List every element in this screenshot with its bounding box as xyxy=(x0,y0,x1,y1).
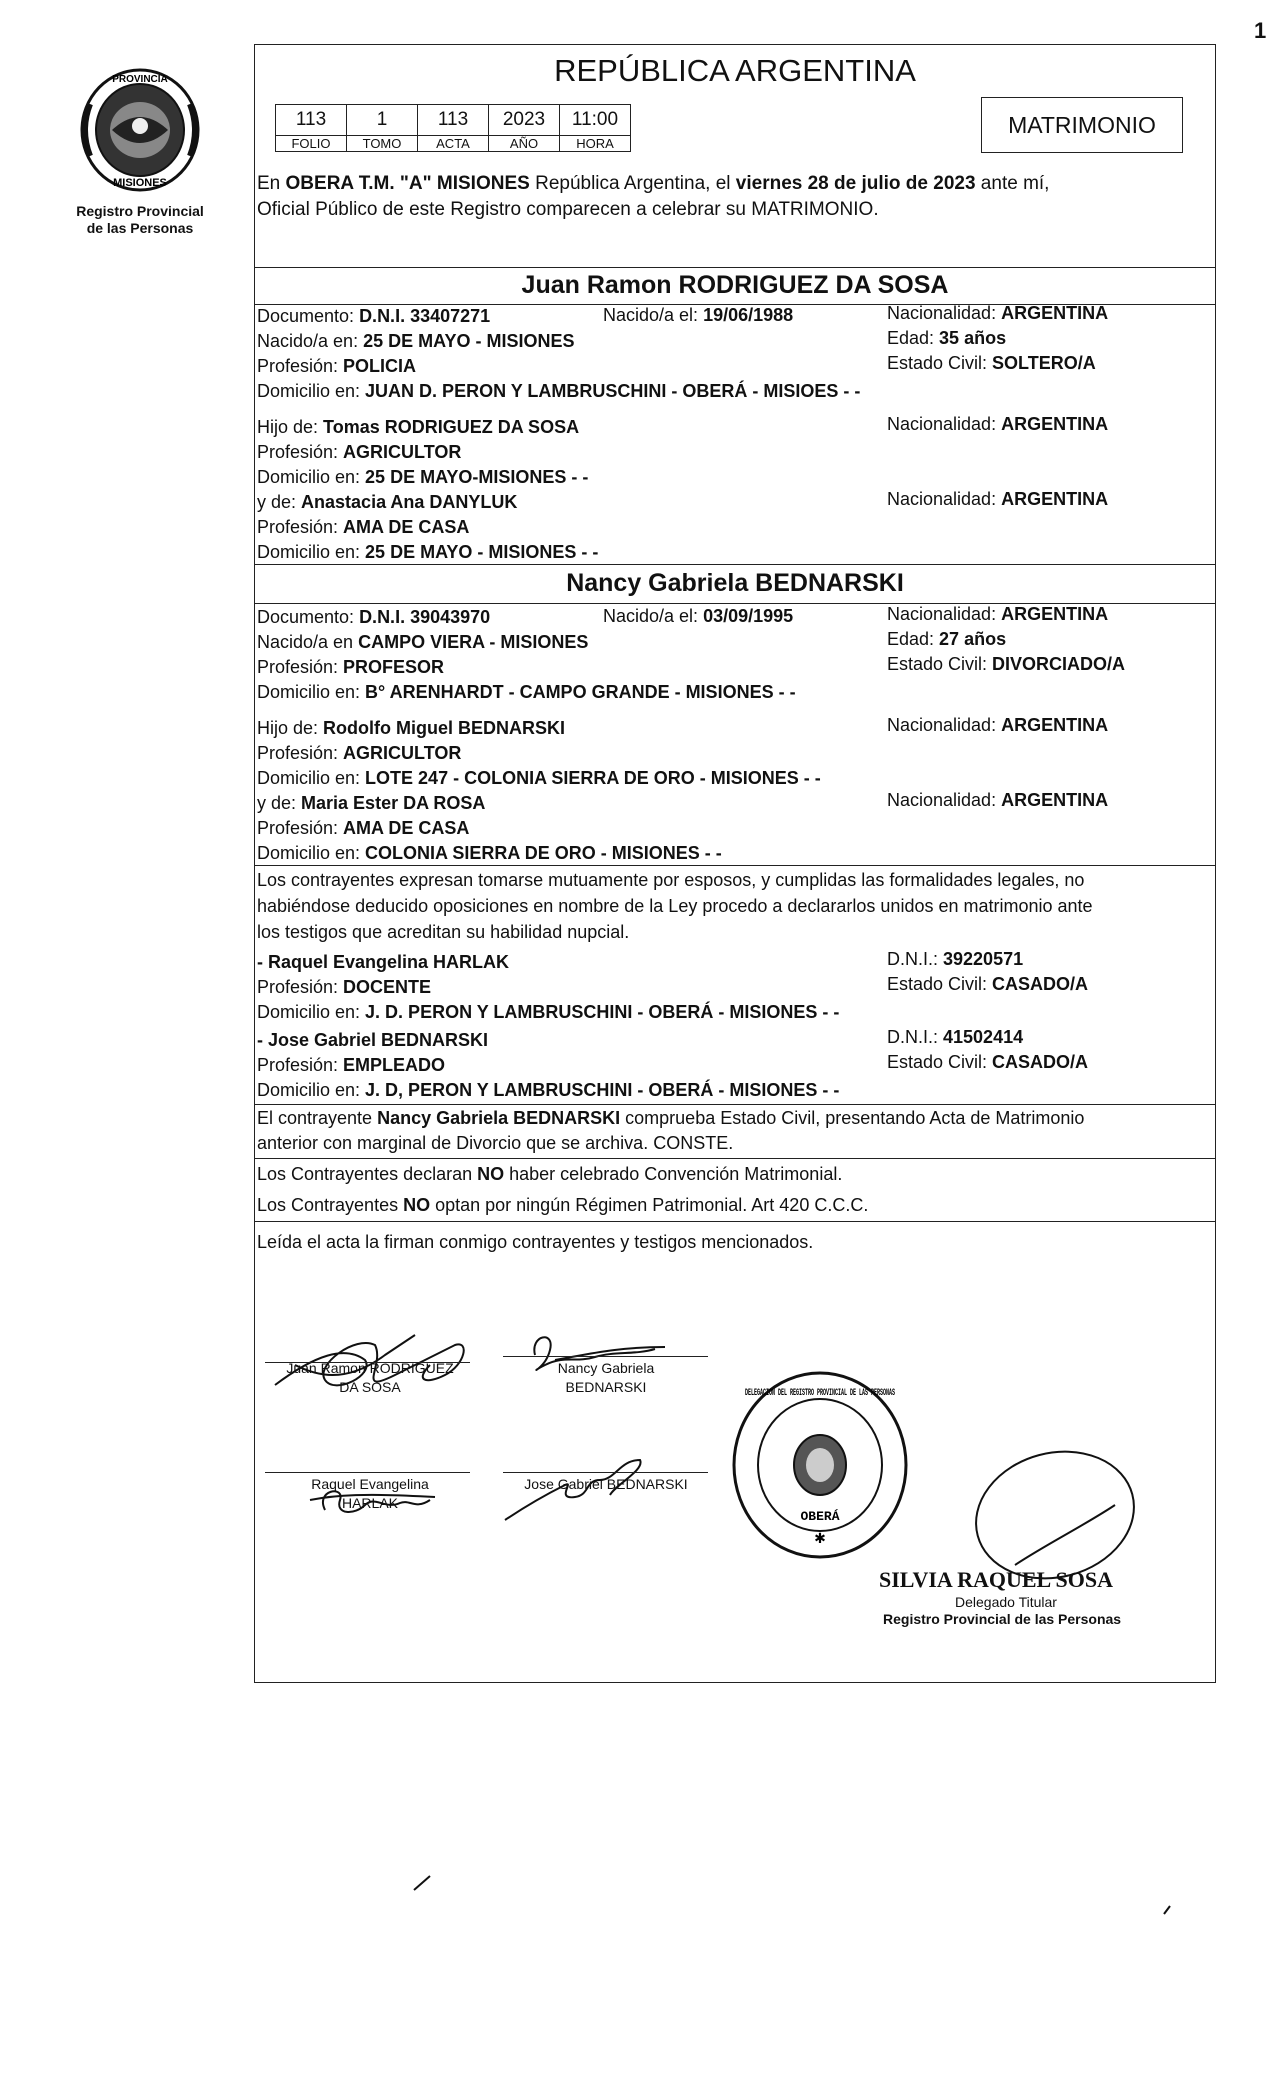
act-type-box: MATRIMONIO xyxy=(981,97,1183,153)
groom-father: Tomas RODRIGUEZ DA SOSA xyxy=(323,417,580,437)
field-label: Estado Civil: xyxy=(887,974,993,994)
caption-line: DA SOSA xyxy=(339,1379,401,1395)
bride-nationality: ARGENTINA xyxy=(1001,604,1109,624)
acta-value: 113 xyxy=(418,105,489,136)
bride-mother: Maria Ester DA ROSA xyxy=(301,793,486,813)
bride-address: B° ARENHARDT - CAMPO GRANDE - MISIONES - - xyxy=(365,682,796,702)
page-mark: 1 xyxy=(1254,18,1267,43)
logo-caption-line-1: Registro Provincial xyxy=(76,203,204,219)
folio-value: 113 xyxy=(276,105,347,136)
field-label: Nacionalidad: xyxy=(887,414,1002,434)
bride-mother-address: COLONIA SIERRA DE ORO - MISIONES - - xyxy=(365,843,722,863)
declaration-line-1: Los contrayentes expresan tomarse mutuamente por esposos, y cumplidas las formalidades legales, no xyxy=(257,870,1085,890)
field-label: Domicilio en: xyxy=(257,381,366,401)
record-reference-table xyxy=(275,104,631,152)
witness-1-address: J. D. PERON Y LAMBRUSCHINI - OBERÁ - MISIONES - - xyxy=(365,1002,840,1022)
field-label: Domicilio en: xyxy=(257,542,366,562)
field-label: Nacionalidad: xyxy=(887,604,1002,624)
convention-no: NO xyxy=(477,1164,505,1184)
convention-text-b: haber celebrado Convención Matrimonial. xyxy=(504,1164,843,1184)
divider xyxy=(255,267,1215,268)
bride-birthplace: CAMPO VIERA - MISIONES xyxy=(358,632,589,652)
convention-line-1 xyxy=(257,1163,842,1185)
groom-nationality: ARGENTINA xyxy=(1001,303,1109,323)
field-label: Domicilio en: xyxy=(257,1002,366,1022)
convention-text-a: Los Contrayentes declaran xyxy=(257,1164,478,1184)
witness-2-civil-status: CASADO/A xyxy=(992,1052,1089,1072)
tomo-label: TOMO xyxy=(347,136,418,152)
witness-1-dni: 39220571 xyxy=(943,949,1024,969)
hora-value: 11:00 xyxy=(560,105,631,136)
groom-mother: Anastacia Ana DANYLUK xyxy=(301,492,518,512)
field-label: Nacionalidad: xyxy=(887,489,1002,509)
intro-date: viernes 28 de julio de 2023 xyxy=(735,173,976,194)
note-text-b: comprueba Estado Civil, presentando Acta de Matrimonio xyxy=(620,1108,1085,1128)
field-label: Estado Civil: xyxy=(887,353,993,373)
field-label: Documento: xyxy=(257,607,360,627)
bride-father-nationality: ARGENTINA xyxy=(1001,715,1109,735)
field-label: Domicilio en: xyxy=(257,467,366,487)
field-label: Hijo de: xyxy=(257,718,324,738)
note-line-2: anterior con marginal de Divorcio que se archiva. CONSTE. xyxy=(257,1133,734,1153)
field-label: Domicilio en: xyxy=(257,843,366,863)
bride-mother-profession: AMA DE CASA xyxy=(343,818,470,838)
field-label: Domicilio en: xyxy=(257,682,366,702)
field-label: y de: xyxy=(257,492,302,512)
groom-father-address: 25 DE MAYO-MISIONES - - xyxy=(365,467,589,487)
intro-place: OBERA T.M. "A" MISIONES xyxy=(285,173,530,194)
witness-1-civil-status: CASADO/A xyxy=(992,974,1089,994)
stray-mark-icon xyxy=(1160,1898,1180,1918)
witness-2-name: - Jose Gabriel BEDNARSKI xyxy=(257,1030,489,1050)
witness-1-profession: DOCENTE xyxy=(343,977,432,997)
groom-mother-nationality: ARGENTINA xyxy=(1001,489,1109,509)
divider xyxy=(255,865,1215,866)
groom-signature-caption xyxy=(255,1359,485,1397)
groom-birth: 19/06/1988 xyxy=(703,305,794,325)
field-label: Nacido/a en xyxy=(257,632,359,652)
bride-father: Rodolfo Miguel BEDNARSKI xyxy=(323,718,566,738)
intro-text-c: ante mí, xyxy=(975,173,1050,194)
officer-title: Delegado Titular xyxy=(955,1594,1057,1610)
field-label: Profesión: xyxy=(257,743,344,763)
convention-no: NO xyxy=(403,1195,431,1215)
groom-mother-address: 25 DE MAYO - MISIONES - - xyxy=(365,542,599,562)
convention-text-b: optan por ningún Régimen Patrimonial. Art 420 C.C.C. xyxy=(430,1195,869,1215)
logo-text-top: PROVINCIA xyxy=(112,74,168,85)
witness-1-name: - Raquel Evangelina HARLAK xyxy=(257,952,510,972)
bride-age: 27 años xyxy=(939,629,1007,649)
groom-birthplace: 25 DE MAYO - MISIONES xyxy=(363,331,575,351)
bride-father-profession: AGRICULTOR xyxy=(343,743,462,763)
misiones-coat-of-arms-icon xyxy=(70,64,210,194)
logo-caption xyxy=(60,203,220,237)
field-label: y de: xyxy=(257,793,302,813)
seal-ring-text: DELEGACION DEL REGISTRO PROVINCIAL DE LAS PERSONAS xyxy=(745,1388,895,1399)
bride-doc: D.N.I. 39043970 xyxy=(359,607,491,627)
registry-seal-icon xyxy=(725,1365,915,1565)
field-label: Profesión: xyxy=(257,356,344,376)
anio-label: AÑO xyxy=(489,136,560,152)
field-label: D.N.I.: xyxy=(887,949,944,969)
field-label: Profesión: xyxy=(257,1055,344,1075)
declaration-line-2: habiéndose deducido oposiciones en nombre de la Ley procedo a declararlos unidos en matrimonio ante xyxy=(257,896,1093,916)
witness-2-dni: 41502414 xyxy=(943,1027,1024,1047)
seal-star-icon: ✱ xyxy=(814,1531,826,1547)
bride-name: Nancy Gabriela BEDNARSKI xyxy=(566,569,904,597)
groom-age: 35 años xyxy=(939,328,1007,348)
field-label: Hijo de: xyxy=(257,417,324,437)
field-label: Domicilio en: xyxy=(257,1080,366,1100)
groom-father-nationality: ARGENTINA xyxy=(1001,414,1109,434)
note-line-1 xyxy=(257,1107,1084,1129)
field-label: D.N.I.: xyxy=(887,1027,944,1047)
caption-line: Juan Ramon RODRIGUEZ xyxy=(286,1360,454,1376)
officer-org: Registro Provincial de las Personas xyxy=(883,1611,1122,1627)
witness-2-address: J. D, PERON Y LAMBRUSCHINI - OBERÁ - MISIONES - - xyxy=(365,1080,840,1100)
field-label: Nacido/a el: xyxy=(603,305,704,325)
bride-mother-nationality: ARGENTINA xyxy=(1001,790,1109,810)
bride-profession: PROFESOR xyxy=(343,657,445,677)
witness-2-profession: EMPLEADO xyxy=(343,1055,446,1075)
seal-bottom-text: OBERÁ xyxy=(800,1509,840,1524)
field-label: Nacionalidad: xyxy=(887,790,1002,810)
intro-line-2: Oficial Público de este Registro comparecen a celebrar su MATRIMONIO. xyxy=(257,199,879,220)
field-label: Profesión: xyxy=(257,442,344,462)
bride-father-address: LOTE 247 - COLONIA SIERRA DE ORO - MISIONES - - xyxy=(365,768,821,788)
groom-civil-status: SOLTERO/A xyxy=(992,353,1096,373)
field-label: Profesión: xyxy=(257,818,344,838)
field-label: Estado Civil: xyxy=(887,1052,993,1072)
groom-name: Juan Ramon RODRIGUEZ DA SOSA xyxy=(521,271,949,299)
field-label: Profesión: xyxy=(257,517,344,537)
field-label: Documento: xyxy=(257,306,360,326)
groom-doc: D.N.I. 33407271 xyxy=(359,306,491,326)
groom-address: JUAN D. PERON Y LAMBRUSCHINI - OBERÁ - MISIOES - - xyxy=(365,381,861,401)
intro-line-1 xyxy=(257,173,1049,195)
logo-caption-line-2: de las Personas xyxy=(86,220,194,236)
field-label: Profesión: xyxy=(257,657,344,677)
field-label: Domicilio en: xyxy=(257,768,366,788)
divider xyxy=(255,1104,1215,1105)
groom-mother-profession: AMA DE CASA xyxy=(343,517,470,537)
declaration-line-3: los testigos que acreditan su habilidad nupcial. xyxy=(257,922,630,942)
field-label: Edad: xyxy=(887,328,940,348)
groom-father-profession: AGRICULTOR xyxy=(343,442,462,462)
note-text-a: El contrayente xyxy=(257,1108,378,1128)
field-label: Nacionalidad: xyxy=(887,715,1002,735)
province-logo xyxy=(70,64,210,194)
field-label: Estado Civil: xyxy=(887,654,993,674)
witness-2-signature-caption xyxy=(491,1475,721,1494)
marriage-certificate xyxy=(254,44,1216,1683)
bride-civil-status: DIVORCIADO/A xyxy=(992,654,1126,674)
anio-value: 2023 xyxy=(489,105,560,136)
signature-line xyxy=(503,1472,708,1473)
convention-line-2 xyxy=(257,1194,868,1216)
caption-line: Raquel Evangelina xyxy=(311,1476,429,1492)
caption-line: Nancy Gabriela xyxy=(557,1360,655,1376)
divider xyxy=(255,1158,1215,1159)
hora-label: HORA xyxy=(560,136,631,152)
intro-text-a: En xyxy=(257,173,286,194)
bride-birth: 03/09/1995 xyxy=(703,606,794,626)
caption-line: HARLAK xyxy=(341,1495,399,1511)
logo-text-bottom: MISIONES xyxy=(113,177,167,189)
stray-mark-icon xyxy=(410,1866,440,1896)
caption-line: Jose Gabriel BEDNARSKI xyxy=(524,1476,688,1492)
declaration-text xyxy=(257,867,1212,945)
signature-line xyxy=(265,1472,470,1473)
officer-name: SILVIA RAQUEL SOSA xyxy=(879,1567,1113,1592)
field-label: Nacido/a el: xyxy=(603,606,704,626)
note-name: Nancy Gabriela BEDNARSKI xyxy=(377,1108,621,1128)
closing-text: Leída el acta la firman conmigo contrayentes y testigos mencionados. xyxy=(257,1232,814,1252)
field-label: Edad: xyxy=(887,629,940,649)
field-label: Profesión: xyxy=(257,977,344,997)
signature-line xyxy=(503,1356,708,1357)
convention-text-a: Los Contrayentes xyxy=(257,1195,404,1215)
intro-text-b: República Argentina, el xyxy=(529,173,736,194)
caption-line: BEDNARSKI xyxy=(565,1379,647,1395)
acta-label: ACTA xyxy=(418,136,489,152)
field-label: Nacionalidad: xyxy=(887,303,1002,323)
bride-signature-caption xyxy=(491,1359,721,1397)
field-label: Nacido/a en: xyxy=(257,331,364,351)
country-title: REPÚBLICA ARGENTINA xyxy=(554,53,916,88)
divider xyxy=(255,564,1215,565)
folio-label: FOLIO xyxy=(276,136,347,152)
groom-profession: POLICIA xyxy=(343,356,417,376)
witness-1-signature-caption xyxy=(255,1475,485,1513)
tomo-value: 1 xyxy=(347,105,418,136)
divider xyxy=(255,1221,1215,1222)
